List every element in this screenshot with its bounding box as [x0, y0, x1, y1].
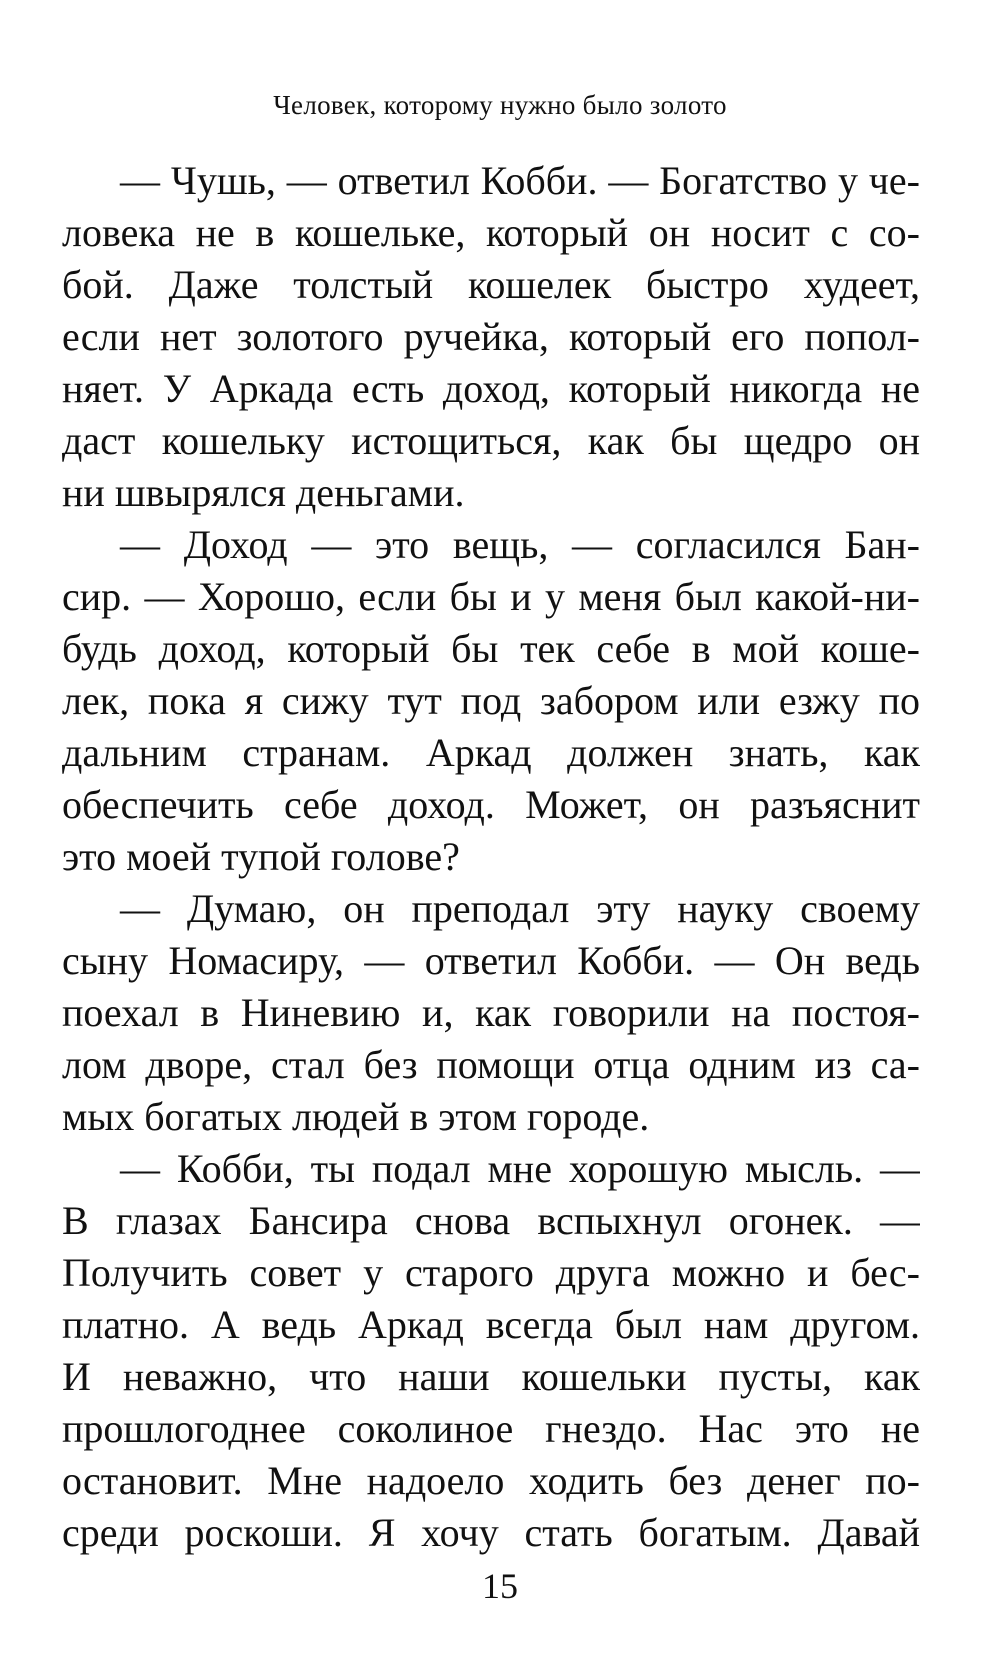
paragraph — [62, 883, 920, 1143]
text-line: платно. А ведь Аркад всегда был нам другом. — [62, 1302, 920, 1347]
text-line: даст кошельку истощиться, как бы щедро он — [62, 418, 920, 463]
text-line: обеспечить себе доход. Может, он разъяснит — [62, 782, 920, 827]
text-line: ловека не в кошельке, который он носит с со- — [62, 210, 920, 255]
text-line: мых богатых людей в этом городе. — [62, 1094, 650, 1139]
text-line: — Думаю, он преподал эту науку своему — [120, 886, 920, 931]
text-line: сыну Номасиру, — ответил Кобби. — Он ведь — [62, 938, 920, 983]
paragraph — [62, 519, 920, 883]
text-line: остановит. Мне надоело ходить без денег по- — [62, 1458, 920, 1503]
text-line: среди роскоши. Я хочу стать богатым. Давай — [62, 1510, 920, 1555]
text-line: ни швырялся деньгами. — [62, 470, 465, 515]
running-title: Человек, которому нужно было золото — [273, 90, 727, 120]
text-line: И неважно, что наши кошельки пусты, как — [62, 1354, 920, 1399]
text-line: В глазах Бансира снова вспыхнул огонек. — — [62, 1198, 920, 1243]
text-line: дальним странам. Аркад должен знать, как — [62, 730, 920, 775]
text-line: Получить совет у старого друга можно и бес- — [62, 1250, 920, 1295]
paragraph — [62, 1143, 920, 1559]
text-line: лек, пока я сижу тут под забором или езжу по — [62, 678, 920, 723]
text-line: — Кобби, ты подал мне хорошую мысль. — — [120, 1146, 920, 1191]
paragraph — [62, 155, 920, 519]
text-line: поехал в Ниневию и, как говорили на постоя- — [62, 990, 920, 1035]
text-line: няет. У Аркада есть доход, который никогда не — [62, 366, 920, 411]
text-line: если нет золотого ручейка, который его попол- — [62, 314, 920, 359]
text-line: — Чушь, — ответил Кобби. — Богатство у че- — [120, 158, 920, 203]
text-line: бой. Даже толстый кошелек быстро худеет, — [62, 262, 920, 307]
body-text — [62, 155, 920, 1559]
text-line: — Доход — это вещь, — согласился Бан- — [120, 522, 920, 567]
text-line: лом дворе, стал без помощи отца одним из са- — [62, 1042, 920, 1087]
text-line: будь доход, который бы тек себе в мой коше- — [62, 626, 920, 671]
text-line: прошлогоднее соколиное гнездо. Нас это не — [62, 1406, 920, 1451]
page-number: 15 — [482, 1566, 518, 1606]
text-line: сир. — Хорошо, если бы и у меня был какой-ни- — [62, 574, 920, 619]
text-line: это моей тупой голове? — [62, 834, 460, 879]
